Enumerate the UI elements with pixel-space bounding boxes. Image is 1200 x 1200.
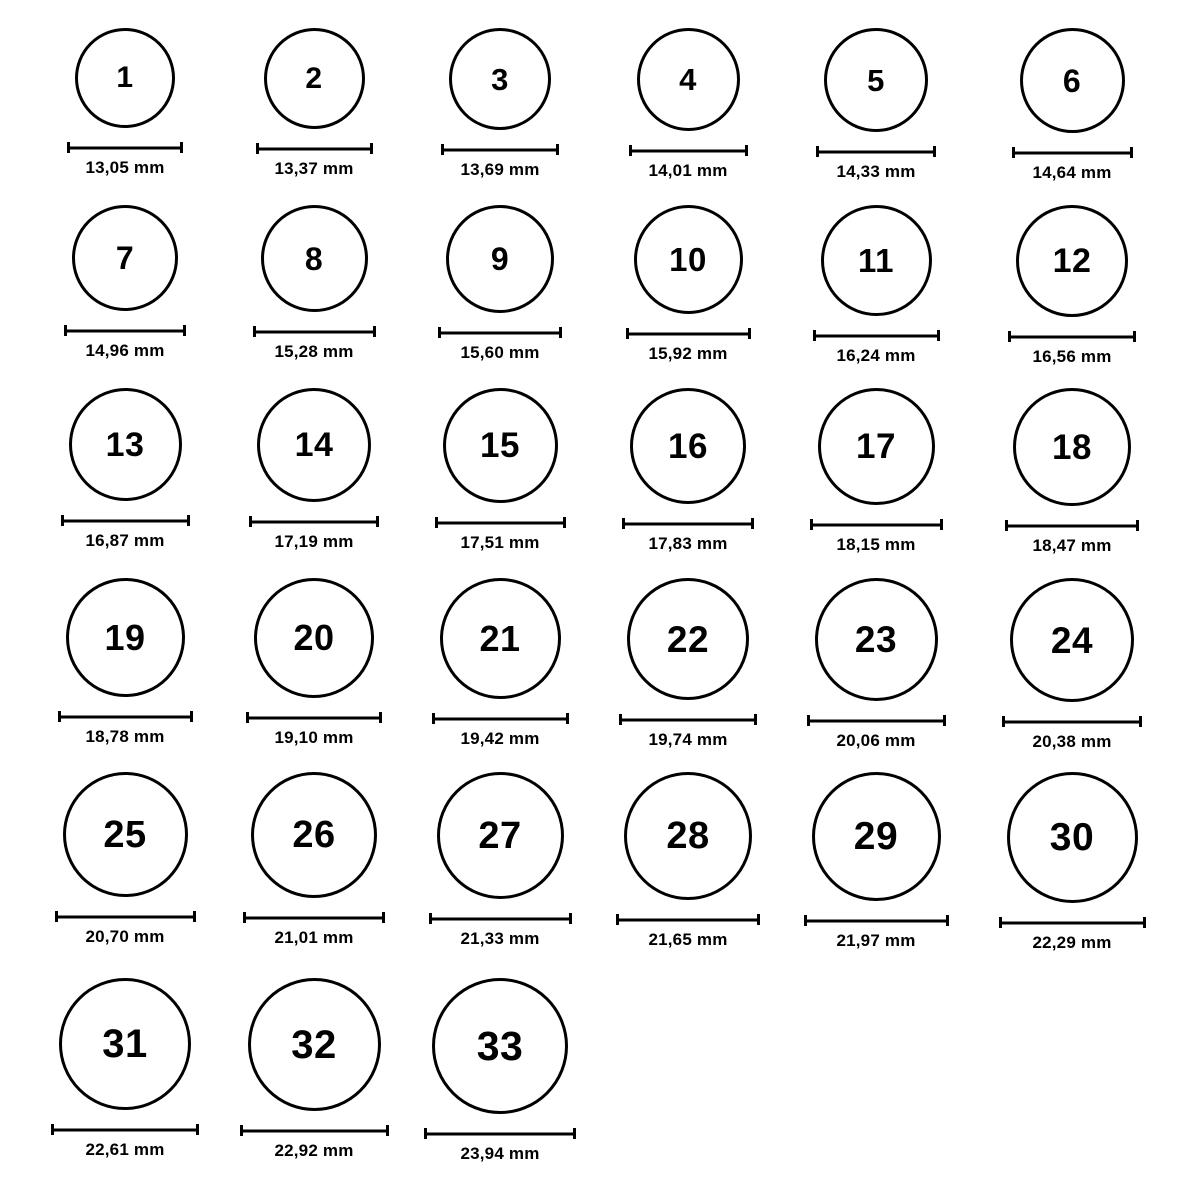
diameter-dimension [435,517,566,553]
diameter-dimension [629,145,748,181]
diameter-dimension [240,1125,389,1161]
ring-size-number: 13 [105,425,145,464]
ring-circle [75,28,175,128]
ring-size-cell [229,388,399,552]
diameter-label: 14,33 mm [836,162,916,181]
diameter-dimension [438,327,562,363]
diameter-dimension [1005,520,1139,556]
dimension-bar-icon [240,1125,389,1136]
dimension-bar-icon [243,912,385,923]
diameter-label: 19,10 mm [274,728,354,747]
diameter-label: 18,47 mm [1032,536,1112,555]
ring-size-cell [790,388,963,555]
ring-circle [1020,28,1125,133]
diameter-dimension [622,518,754,554]
ring-size-number: 15 [480,426,520,465]
diameter-label: 14,64 mm [1032,163,1112,182]
ring-size-cell [985,388,1159,556]
ring-circle [254,578,374,698]
diameter-dimension [51,1124,199,1160]
dimension-bar-icon [804,915,949,926]
dimension-bar-icon [810,519,943,530]
diameter-dimension [807,715,946,751]
ring-size-cell [409,772,592,949]
ring-circle [264,28,365,129]
ring-circle [1016,205,1128,317]
dimension-bar-icon [432,713,569,724]
diameter-label: 15,60 mm [460,343,540,362]
diameter-dimension [256,143,373,179]
dimension-bar-icon [1008,331,1136,342]
diameter-label: 17,83 mm [648,534,728,553]
ring-size-number: 12 [1052,242,1092,280]
diameter-label: 13,05 mm [85,158,165,177]
diameter-dimension [626,328,751,364]
ring-size-cell [787,578,966,751]
ring-circle [815,578,938,701]
dimension-bar-icon [246,712,382,723]
diameter-label: 18,78 mm [85,727,165,746]
diameter-label: 16,87 mm [85,531,165,550]
ring-circle [72,205,178,311]
ring-size-number: 14 [294,426,334,464]
ring-size-number: 11 [858,242,894,279]
diameter-dimension [616,914,760,950]
dimension-bar-icon [626,328,751,339]
diameter-dimension [249,516,379,552]
ring-circle [66,578,185,697]
diameter-dimension [619,714,757,750]
ring-circle [251,772,377,898]
ring-size-cell [421,28,579,180]
dimension-bar-icon [1005,520,1139,531]
diameter-dimension [61,515,190,551]
ring-size-number: 9 [490,241,510,277]
diameter-label: 13,37 mm [274,159,354,178]
dimension-bar-icon [435,517,566,528]
ring-size-cell [31,978,219,1160]
ring-circle [443,388,558,503]
ring-size-number: 30 [1049,816,1095,859]
ring-circle [1007,772,1138,903]
ring-size-number: 10 [669,241,707,278]
dimension-bar-icon [1002,716,1142,727]
ring-size-cell [415,388,586,553]
diameter-label: 14,96 mm [85,341,165,360]
ring-size-cell [979,772,1166,953]
ring-circle [812,772,941,901]
diameter-dimension [432,713,569,749]
ring-size-number: 20 [293,617,335,658]
ring-circle [1010,578,1134,702]
ring-size-cell [596,772,780,950]
diameter-label: 22,92 mm [274,1141,354,1160]
ring-circle [63,772,188,897]
ring-circle [630,388,746,504]
dimension-bar-icon [438,327,562,338]
ring-circle [257,388,371,502]
ring-size-cell [418,205,582,363]
dimension-bar-icon [999,917,1146,928]
dimension-bar-icon [256,143,373,154]
dimension-bar-icon [51,1124,199,1135]
dimension-bar-icon [441,144,559,155]
ring-circle [446,205,554,313]
diameter-dimension [243,912,385,948]
ring-size-cell [226,578,402,748]
dimension-bar-icon [1012,147,1133,158]
ring-size-number: 22 [666,618,710,660]
ring-circle [634,205,743,314]
ring-size-number: 16 [668,426,708,466]
diameter-label: 16,56 mm [1032,347,1112,366]
ring-circle [824,28,928,132]
dimension-bar-icon [813,330,940,341]
diameter-label: 15,28 mm [274,342,354,361]
diameter-label: 17,19 mm [274,532,354,551]
dimension-bar-icon [807,715,946,726]
ring-size-number: 21 [479,617,521,659]
ring-circle [261,205,368,312]
ring-size-cell [992,28,1153,183]
ring-circle [69,388,182,501]
ring-size-number: 17 [856,427,896,466]
diameter-dimension [246,712,382,748]
ring-size-number: 19 [104,616,146,658]
dimension-bar-icon [249,516,379,527]
dimension-bar-icon [429,913,572,924]
ring-circle [1013,388,1131,506]
ring-size-number: 3 [491,61,509,97]
dimension-bar-icon [55,911,196,922]
ring-size-cell [599,578,777,750]
diameter-label: 16,24 mm [836,346,916,365]
diameter-dimension [424,1128,576,1164]
diameter-label: 22,61 mm [85,1140,165,1159]
ring-size-cell [988,205,1156,367]
ring-size-number: 27 [478,814,522,857]
ring-size-cell [233,205,396,362]
ring-size-cell [404,978,596,1164]
dimension-bar-icon [58,711,193,722]
ring-circle [432,978,568,1114]
ring-size-cell [602,388,774,554]
ring-size-cell [44,205,206,361]
ring-size-number: 1 [116,61,134,94]
diameter-dimension [441,144,559,180]
ring-circle [440,578,561,699]
dimension-bar-icon [67,142,183,153]
ring-size-cell [38,578,213,747]
diameter-dimension [804,915,949,951]
ring-circle [437,772,564,899]
ring-size-cell [609,28,768,181]
diameter-label: 20,70 mm [85,927,165,946]
ring-size-cell [220,978,409,1161]
ring-size-number: 26 [292,814,336,856]
ring-size-number: 32 [291,1022,337,1067]
ring-size-number: 8 [304,240,324,277]
diameter-dimension [67,142,183,178]
ring-circle [624,772,752,900]
ring-size-number: 23 [854,619,898,660]
dimension-bar-icon [622,518,754,529]
ring-size-number: 7 [115,240,135,276]
dimension-bar-icon [619,714,757,725]
diameter-dimension [55,911,196,947]
ring-size-number: 4 [679,62,697,97]
dimension-bar-icon [616,914,760,925]
diameter-label: 21,01 mm [274,928,354,947]
diameter-label: 13,69 mm [460,160,540,179]
ring-size-number: 18 [1052,427,1092,467]
diameter-dimension [64,325,186,361]
diameter-dimension [816,146,936,182]
dimension-bar-icon [816,146,936,157]
ring-size-number: 28 [666,815,710,857]
diameter-dimension [58,711,193,747]
ring-size-cell [223,772,405,948]
ring-size-number: 25 [103,813,147,856]
ring-size-cell [606,205,771,364]
ring-circle [821,205,932,316]
ring-size-cell [784,772,969,951]
diameter-dimension [1008,331,1136,367]
ring-circle [818,388,935,505]
ring-size-cell [412,578,589,749]
dimension-bar-icon [424,1128,576,1139]
ring-size-number: 31 [102,1022,148,1066]
diameter-label: 17,51 mm [460,533,540,552]
dimension-bar-icon [61,515,190,526]
ring-size-number: 6 [1062,62,1082,99]
ring-size-cell [236,28,393,179]
diameter-label: 21,33 mm [460,929,540,948]
diameter-label: 18,15 mm [836,535,916,554]
ring-circle [627,578,749,700]
ring-circle [248,978,381,1111]
diameter-label: 21,97 mm [836,931,916,950]
diameter-dimension [429,913,572,949]
ring-circle [449,28,551,130]
ring-size-cell [47,28,203,178]
ring-size-cell [41,388,210,551]
ring-size-number: 5 [867,62,885,98]
diameter-dimension [813,330,940,366]
ring-circle [59,978,191,1110]
diameter-dimension [1002,716,1142,752]
diameter-label: 21,65 mm [648,930,728,949]
ring-size-cell [793,205,960,366]
ring-size-number: 24 [1050,619,1094,661]
diameter-label: 15,92 mm [648,344,728,363]
diameter-label: 14,01 mm [648,161,728,180]
diameter-label: 20,06 mm [836,731,916,750]
diameter-label: 19,74 mm [648,730,728,749]
diameter-dimension [253,326,376,362]
ring-size-cell [796,28,956,182]
dimension-bar-icon [253,326,376,337]
diameter-label: 22,29 mm [1032,933,1112,952]
diameter-dimension [999,917,1146,953]
ring-size-number: 33 [476,1022,524,1069]
diameter-label: 19,42 mm [460,729,540,748]
diameter-label: 20,38 mm [1032,732,1112,751]
ring-circle [637,28,740,131]
dimension-bar-icon [64,325,186,336]
ring-size-number: 29 [853,815,899,858]
diameter-dimension [1012,147,1133,183]
diameter-dimension [810,519,943,555]
ring-size-number: 2 [305,61,323,95]
diameter-label: 23,94 mm [460,1144,540,1163]
dimension-bar-icon [629,145,748,156]
ring-size-cell [982,578,1162,752]
ring-size-cell [35,772,216,947]
